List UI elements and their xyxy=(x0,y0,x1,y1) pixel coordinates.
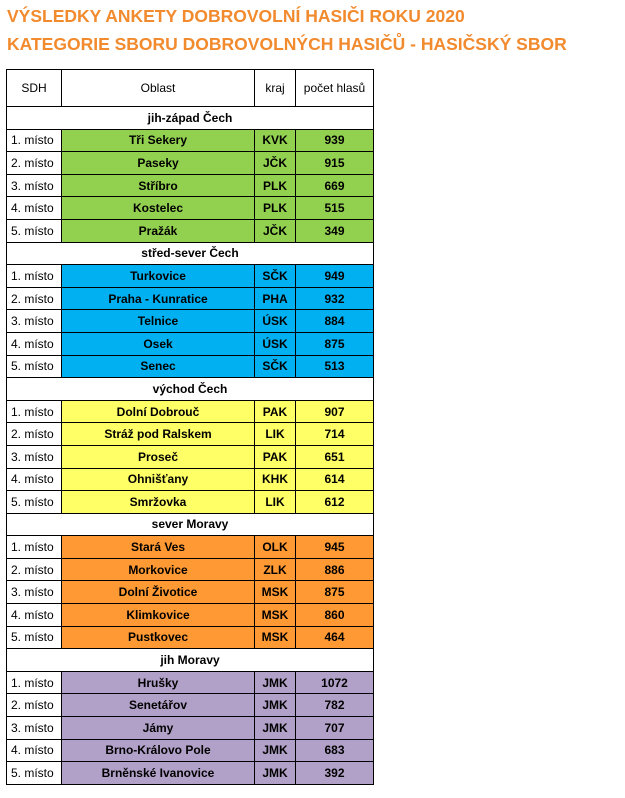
votes-cell: 515 xyxy=(296,197,374,220)
header-sdh: SDH xyxy=(7,70,62,107)
place-cell: 2. místo xyxy=(7,152,62,175)
votes-cell: 884 xyxy=(296,310,374,333)
region-code-cell: MSK xyxy=(255,581,296,604)
region-code-cell: ZLK xyxy=(255,558,296,581)
place-cell: 5. místo xyxy=(7,762,62,785)
place-cell: 3. místo xyxy=(7,445,62,468)
table-row xyxy=(7,581,374,604)
region-header-row xyxy=(7,513,374,536)
table-row xyxy=(7,287,374,310)
location-name-cell: Telnice xyxy=(62,310,255,333)
table-row xyxy=(7,604,374,627)
votes-cell: 1072 xyxy=(296,671,374,694)
location-name-cell: Pražák xyxy=(62,219,255,242)
votes-cell: 915 xyxy=(296,152,374,175)
votes-cell: 782 xyxy=(296,694,374,717)
region-code-cell: JMK xyxy=(255,717,296,740)
table-row xyxy=(7,762,374,785)
votes-cell: 669 xyxy=(296,174,374,197)
place-cell: 1. místo xyxy=(7,400,62,423)
region-header-row xyxy=(7,649,374,672)
votes-cell: 513 xyxy=(296,355,374,378)
region-name: střed-sever Čech xyxy=(7,242,374,265)
votes-cell: 714 xyxy=(296,423,374,446)
votes-cell: 860 xyxy=(296,604,374,627)
place-cell: 2. místo xyxy=(7,558,62,581)
votes-cell: 949 xyxy=(296,265,374,288)
region-code-cell: PLK xyxy=(255,197,296,220)
title-line-2: KATEGORIE SBORU DOBROVOLNÝCH HASIČŮ - HASIČSKÝ SBOR xyxy=(7,34,567,54)
location-name-cell: Senetářov xyxy=(62,694,255,717)
table-row xyxy=(7,626,374,649)
place-cell: 5. místo xyxy=(7,626,62,649)
place-cell: 1. místo xyxy=(7,265,62,288)
place-cell: 5. místo xyxy=(7,355,62,378)
location-name-cell: Brněnské Ivanovice xyxy=(62,762,255,785)
table-row xyxy=(7,671,374,694)
location-name-cell: Stříbro xyxy=(62,174,255,197)
votes-cell: 875 xyxy=(296,581,374,604)
region-code-cell: PHA xyxy=(255,287,296,310)
table-row xyxy=(7,174,374,197)
region-code-cell: KVK xyxy=(255,129,296,152)
place-cell: 1. místo xyxy=(7,129,62,152)
place-cell: 3. místo xyxy=(7,717,62,740)
table-row xyxy=(7,536,374,559)
place-cell: 4. místo xyxy=(7,197,62,220)
region-code-cell: ÚSK xyxy=(255,310,296,333)
place-cell: 1. místo xyxy=(7,671,62,694)
results-table-body xyxy=(7,70,374,785)
table-row xyxy=(7,445,374,468)
location-name-cell: Praha - Kunratice xyxy=(62,287,255,310)
region-code-cell: PAK xyxy=(255,400,296,423)
region-name: východ Čech xyxy=(7,378,374,401)
table-row xyxy=(7,332,374,355)
region-header-row xyxy=(7,242,374,265)
table-row xyxy=(7,310,374,333)
region-code-cell: JMK xyxy=(255,739,296,762)
place-cell: 2. místo xyxy=(7,287,62,310)
location-name-cell: Smržovka xyxy=(62,491,255,514)
location-name-cell: Stráž pod Ralskem xyxy=(62,423,255,446)
votes-cell: 683 xyxy=(296,739,374,762)
place-cell: 4. místo xyxy=(7,332,62,355)
table-row xyxy=(7,355,374,378)
place-cell: 1. místo xyxy=(7,536,62,559)
region-code-cell: KHK xyxy=(255,468,296,491)
location-name-cell: Jámy xyxy=(62,717,255,740)
location-name-cell: Brno-Královo Pole xyxy=(62,739,255,762)
region-code-cell: LIK xyxy=(255,423,296,446)
location-name-cell: Stará Ves xyxy=(62,536,255,559)
location-name-cell: Ohnišťany xyxy=(62,468,255,491)
location-name-cell: Kostelec xyxy=(62,197,255,220)
location-name-cell: Morkovice xyxy=(62,558,255,581)
table-row xyxy=(7,219,374,242)
region-name: jih-západ Čech xyxy=(7,107,374,130)
table-row xyxy=(7,197,374,220)
place-cell: 4. místo xyxy=(7,468,62,491)
place-cell: 5. místo xyxy=(7,219,62,242)
location-name-cell: Proseč xyxy=(62,445,255,468)
table-row xyxy=(7,491,374,514)
location-name-cell: Hrušky xyxy=(62,671,255,694)
location-name-cell: Klimkovice xyxy=(62,604,255,627)
region-name: sever Moravy xyxy=(7,513,374,536)
place-cell: 4. místo xyxy=(7,739,62,762)
table-header-row xyxy=(7,70,374,107)
table-row xyxy=(7,739,374,762)
place-cell: 2. místo xyxy=(7,423,62,446)
location-name-cell: Pustkovec xyxy=(62,626,255,649)
region-header-row xyxy=(7,378,374,401)
votes-cell: 939 xyxy=(296,129,374,152)
region-name: jih Moravy xyxy=(7,649,374,672)
region-code-cell: PLK xyxy=(255,174,296,197)
place-cell: 3. místo xyxy=(7,310,62,333)
table-row xyxy=(7,717,374,740)
region-code-cell: JMK xyxy=(255,671,296,694)
region-code-cell: MSK xyxy=(255,604,296,627)
votes-cell: 392 xyxy=(296,762,374,785)
table-row xyxy=(7,400,374,423)
location-name-cell: Turkovice xyxy=(62,265,255,288)
location-name-cell: Senec xyxy=(62,355,255,378)
region-code-cell: JMK xyxy=(255,694,296,717)
region-code-cell: OLK xyxy=(255,536,296,559)
table-row xyxy=(7,265,374,288)
location-name-cell: Dolní Životice xyxy=(62,581,255,604)
votes-cell: 464 xyxy=(296,626,374,649)
table-row xyxy=(7,694,374,717)
header-oblast: Oblast xyxy=(62,70,255,107)
location-name-cell: Tři Sekery xyxy=(62,129,255,152)
region-header-row xyxy=(7,107,374,130)
table-row xyxy=(7,152,374,175)
place-cell: 4. místo xyxy=(7,604,62,627)
title-line-1: VÝSLEDKY ANKETY DOBROVOLNÍ HASIČI ROKU 2020 xyxy=(7,6,465,26)
table-row xyxy=(7,129,374,152)
region-code-cell: JČK xyxy=(255,152,296,175)
region-code-cell: MSK xyxy=(255,626,296,649)
results-table xyxy=(6,69,374,785)
region-code-cell: SČK xyxy=(255,265,296,288)
location-name-cell: Dolní Dobrouč xyxy=(62,400,255,423)
region-code-cell: PAK xyxy=(255,445,296,468)
header-kraj: kraj xyxy=(255,70,296,107)
place-cell: 2. místo xyxy=(7,694,62,717)
region-code-cell: JČK xyxy=(255,219,296,242)
region-code-cell: JMK xyxy=(255,762,296,785)
votes-cell: 945 xyxy=(296,536,374,559)
votes-cell: 612 xyxy=(296,491,374,514)
table-row xyxy=(7,423,374,446)
location-name-cell: Osek xyxy=(62,332,255,355)
votes-cell: 932 xyxy=(296,287,374,310)
place-cell: 5. místo xyxy=(7,491,62,514)
table-row xyxy=(7,468,374,491)
region-code-cell: ÚSK xyxy=(255,332,296,355)
votes-cell: 349 xyxy=(296,219,374,242)
votes-cell: 886 xyxy=(296,558,374,581)
votes-cell: 875 xyxy=(296,332,374,355)
region-code-cell: LIK xyxy=(255,491,296,514)
votes-cell: 907 xyxy=(296,400,374,423)
region-code-cell: SČK xyxy=(255,355,296,378)
location-name-cell: Paseky xyxy=(62,152,255,175)
table-row xyxy=(7,558,374,581)
header-votes: počet hlasů xyxy=(296,70,374,107)
votes-cell: 651 xyxy=(296,445,374,468)
votes-cell: 614 xyxy=(296,468,374,491)
place-cell: 3. místo xyxy=(7,581,62,604)
place-cell: 3. místo xyxy=(7,174,62,197)
votes-cell: 707 xyxy=(296,717,374,740)
